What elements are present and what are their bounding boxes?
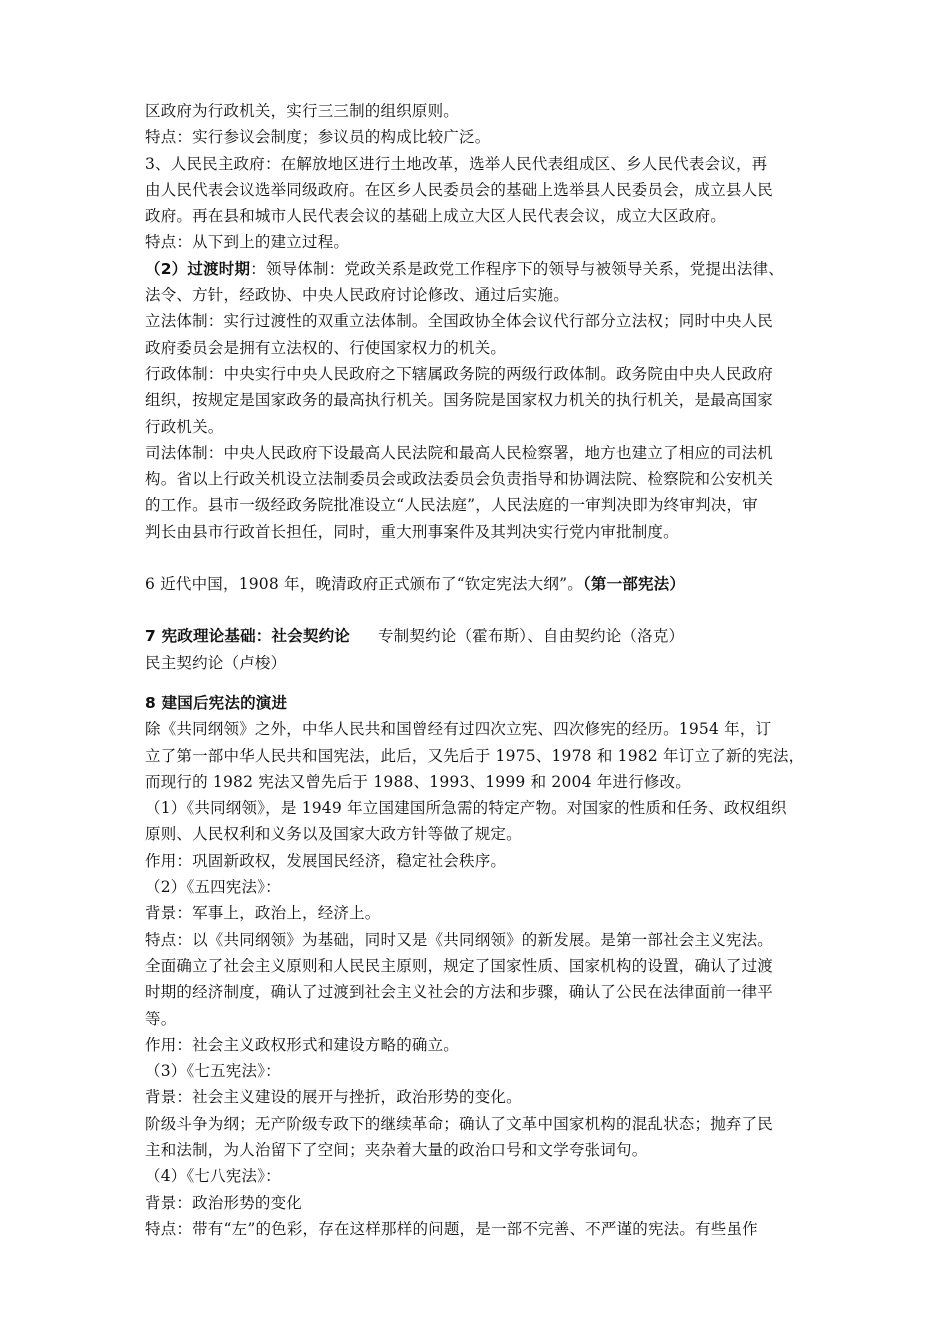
text-line: 特点：从下到上的建立过程。 — [145, 233, 350, 252]
text-line: 政府。再在县和城市人民代表会议的基础上成立大区人民代表会议，成立大区政府。 — [145, 207, 726, 226]
text-line: 主和法制，为人治留下了空间；夹杂着大量的政治口号和文学夸张词句。 — [145, 1140, 648, 1159]
section-7-heading: 7 宪政理论基础：社会契约论 — [145, 627, 350, 646]
spacer — [145, 676, 821, 690]
text-line: 时期的经济制度，确认了过渡到社会主义社会的方法和步骤，确认了公民在法律面前一律平 — [145, 983, 774, 1002]
first-constitution-note: （第一部宪法） — [582, 575, 686, 594]
text-line: 原则、人民权利和义务以及国家大政方针等做了规定。 — [145, 825, 522, 844]
text-line: 作用：巩固新政权，发展国民经济，稳定社会秩序。 — [145, 851, 507, 870]
spacer — [145, 545, 821, 571]
text-line: 构。省以上行政关机设立法制委员会或政法委员会负责指导和协调法院、检察院和公安机关 — [145, 470, 774, 489]
section-8-heading: 8 建国后宪法的演进 — [145, 693, 288, 712]
text-line: （2）《五四宪法》： — [145, 878, 281, 897]
text-line: 司法体制：中央人民政府下设最高人民法院和最高人民检察署，地方也建立了相应的司法机 — [145, 443, 774, 462]
transition-period-heading: （2）过渡时期 — [145, 259, 251, 278]
text-line: 除《共同纲领》之外，中华人民共和国曾经有过四次立宪、四次修宪的经历。1954 年，订 — [145, 720, 772, 739]
text-line: （3）《七五宪法》： — [145, 1062, 281, 1081]
text-span: ：领导体制：党政关系是政党工作程序下的领导与被领导关系，党提出法律、 — [250, 259, 784, 278]
text-line: 区政府为行政机关，实行三三制的组织原则。 — [145, 102, 460, 120]
text-line: 判长由县市行政首长担任，同时，重大刑事案件及其判决实行党内审批制度。 — [145, 522, 679, 541]
text-line: 民主契约论（卢梭） — [145, 653, 287, 672]
text-line: 法令、方针，经政协、中央人民政府讨论修改、通过后实施。 — [145, 286, 569, 305]
text-line: 而现行的 1982 宪法又曾先后于 1988、1993、1999 和 2004 年进行修改。 — [145, 772, 691, 791]
text-line: 行政体制：中央实行中央人民政府之下辖属政务院的两级行政体制。政务院由中央人民政府 — [145, 364, 774, 383]
spacer — [145, 597, 821, 623]
text-line: （4）《七八宪法》： — [145, 1167, 281, 1186]
text-line — [145, 256, 821, 282]
text-line: 由人民代表会议选举同级政府。在区乡人民委员会的基础上选举县人民委员会，成立县人民 — [145, 180, 774, 199]
text-line: 立了第一部中华人民共和国宪法，此后，又先后于 1975、1978 和 1982 年订立了新的宪法， — [145, 746, 805, 765]
text-line: 组织，按规定是国家政务的最高执行机关。国务院是国家权力机关的执行机关，是最高国家 — [145, 391, 774, 410]
text-line: 特点：带有“左”的色彩，存在这样那样的问题，是一部不完善、不严谨的宪法。有些虽作 — [145, 1219, 758, 1238]
document-body — [145, 98, 821, 1242]
text-line: 作用：社会主义政权形式和建设方略的确立。 — [145, 1035, 460, 1054]
text-line: 全面确立了社会主义原则和人民民主原则，规定了国家性质、国家机构的设置，确认了过渡 — [145, 956, 774, 975]
text-line: 背景：社会主义建设的展开与挫折，政治形势的变化。 — [145, 1088, 522, 1107]
text-line: 背景：政治形势的变化 — [145, 1193, 303, 1212]
text-span: 专制契约论（霍布斯）、自由契约论（洛克） — [377, 627, 685, 646]
text-line: （1）《共同纲领》，是 1949 年立国建国所急需的特定产物。对国家的性质和任务、政权组织 — [145, 799, 787, 818]
text-line: 特点：以《共同纲领》为基础，同时又是《共同纲领》的新发展。是第一部社会主义宪法。 — [145, 930, 774, 949]
text-line: 等。 — [145, 1009, 177, 1028]
text-line: 特点：实行参议会制度；参议员的构成比较广泛。 — [145, 128, 491, 147]
text-line: 阶级斗争为纲；无产阶级专政下的继续革命；确认了文革中国家机构的混乱状态；抛弃了民 — [145, 1114, 774, 1133]
text-line: 3、人民民主政府：在解放地区进行土地改革，选举人民代表组成区、乡人民代表会议，再 — [145, 154, 768, 173]
section-7 — [145, 623, 821, 649]
text-line: 立法体制：实行过渡性的双重立法体制。全国政协全体会议代行部分立法权；同时中央人民 — [145, 312, 774, 331]
text-line: 的工作。县市一级经政务院批准设立“人民法庭”，人民法庭的一审判决即为终审判决，审 — [145, 496, 758, 515]
text-line: 背景：军事上，政治上，经济上。 — [145, 904, 381, 923]
text-span: 6 近代中国，1908 年，晚清政府正式颁布了“钦定宪法大纲”。 — [145, 575, 583, 594]
text-line: 政府委员会是拥有立法权的、行使国家权力的机关。 — [145, 338, 507, 357]
text-line: 行政机关。 — [145, 417, 224, 436]
section-6 — [145, 571, 821, 597]
